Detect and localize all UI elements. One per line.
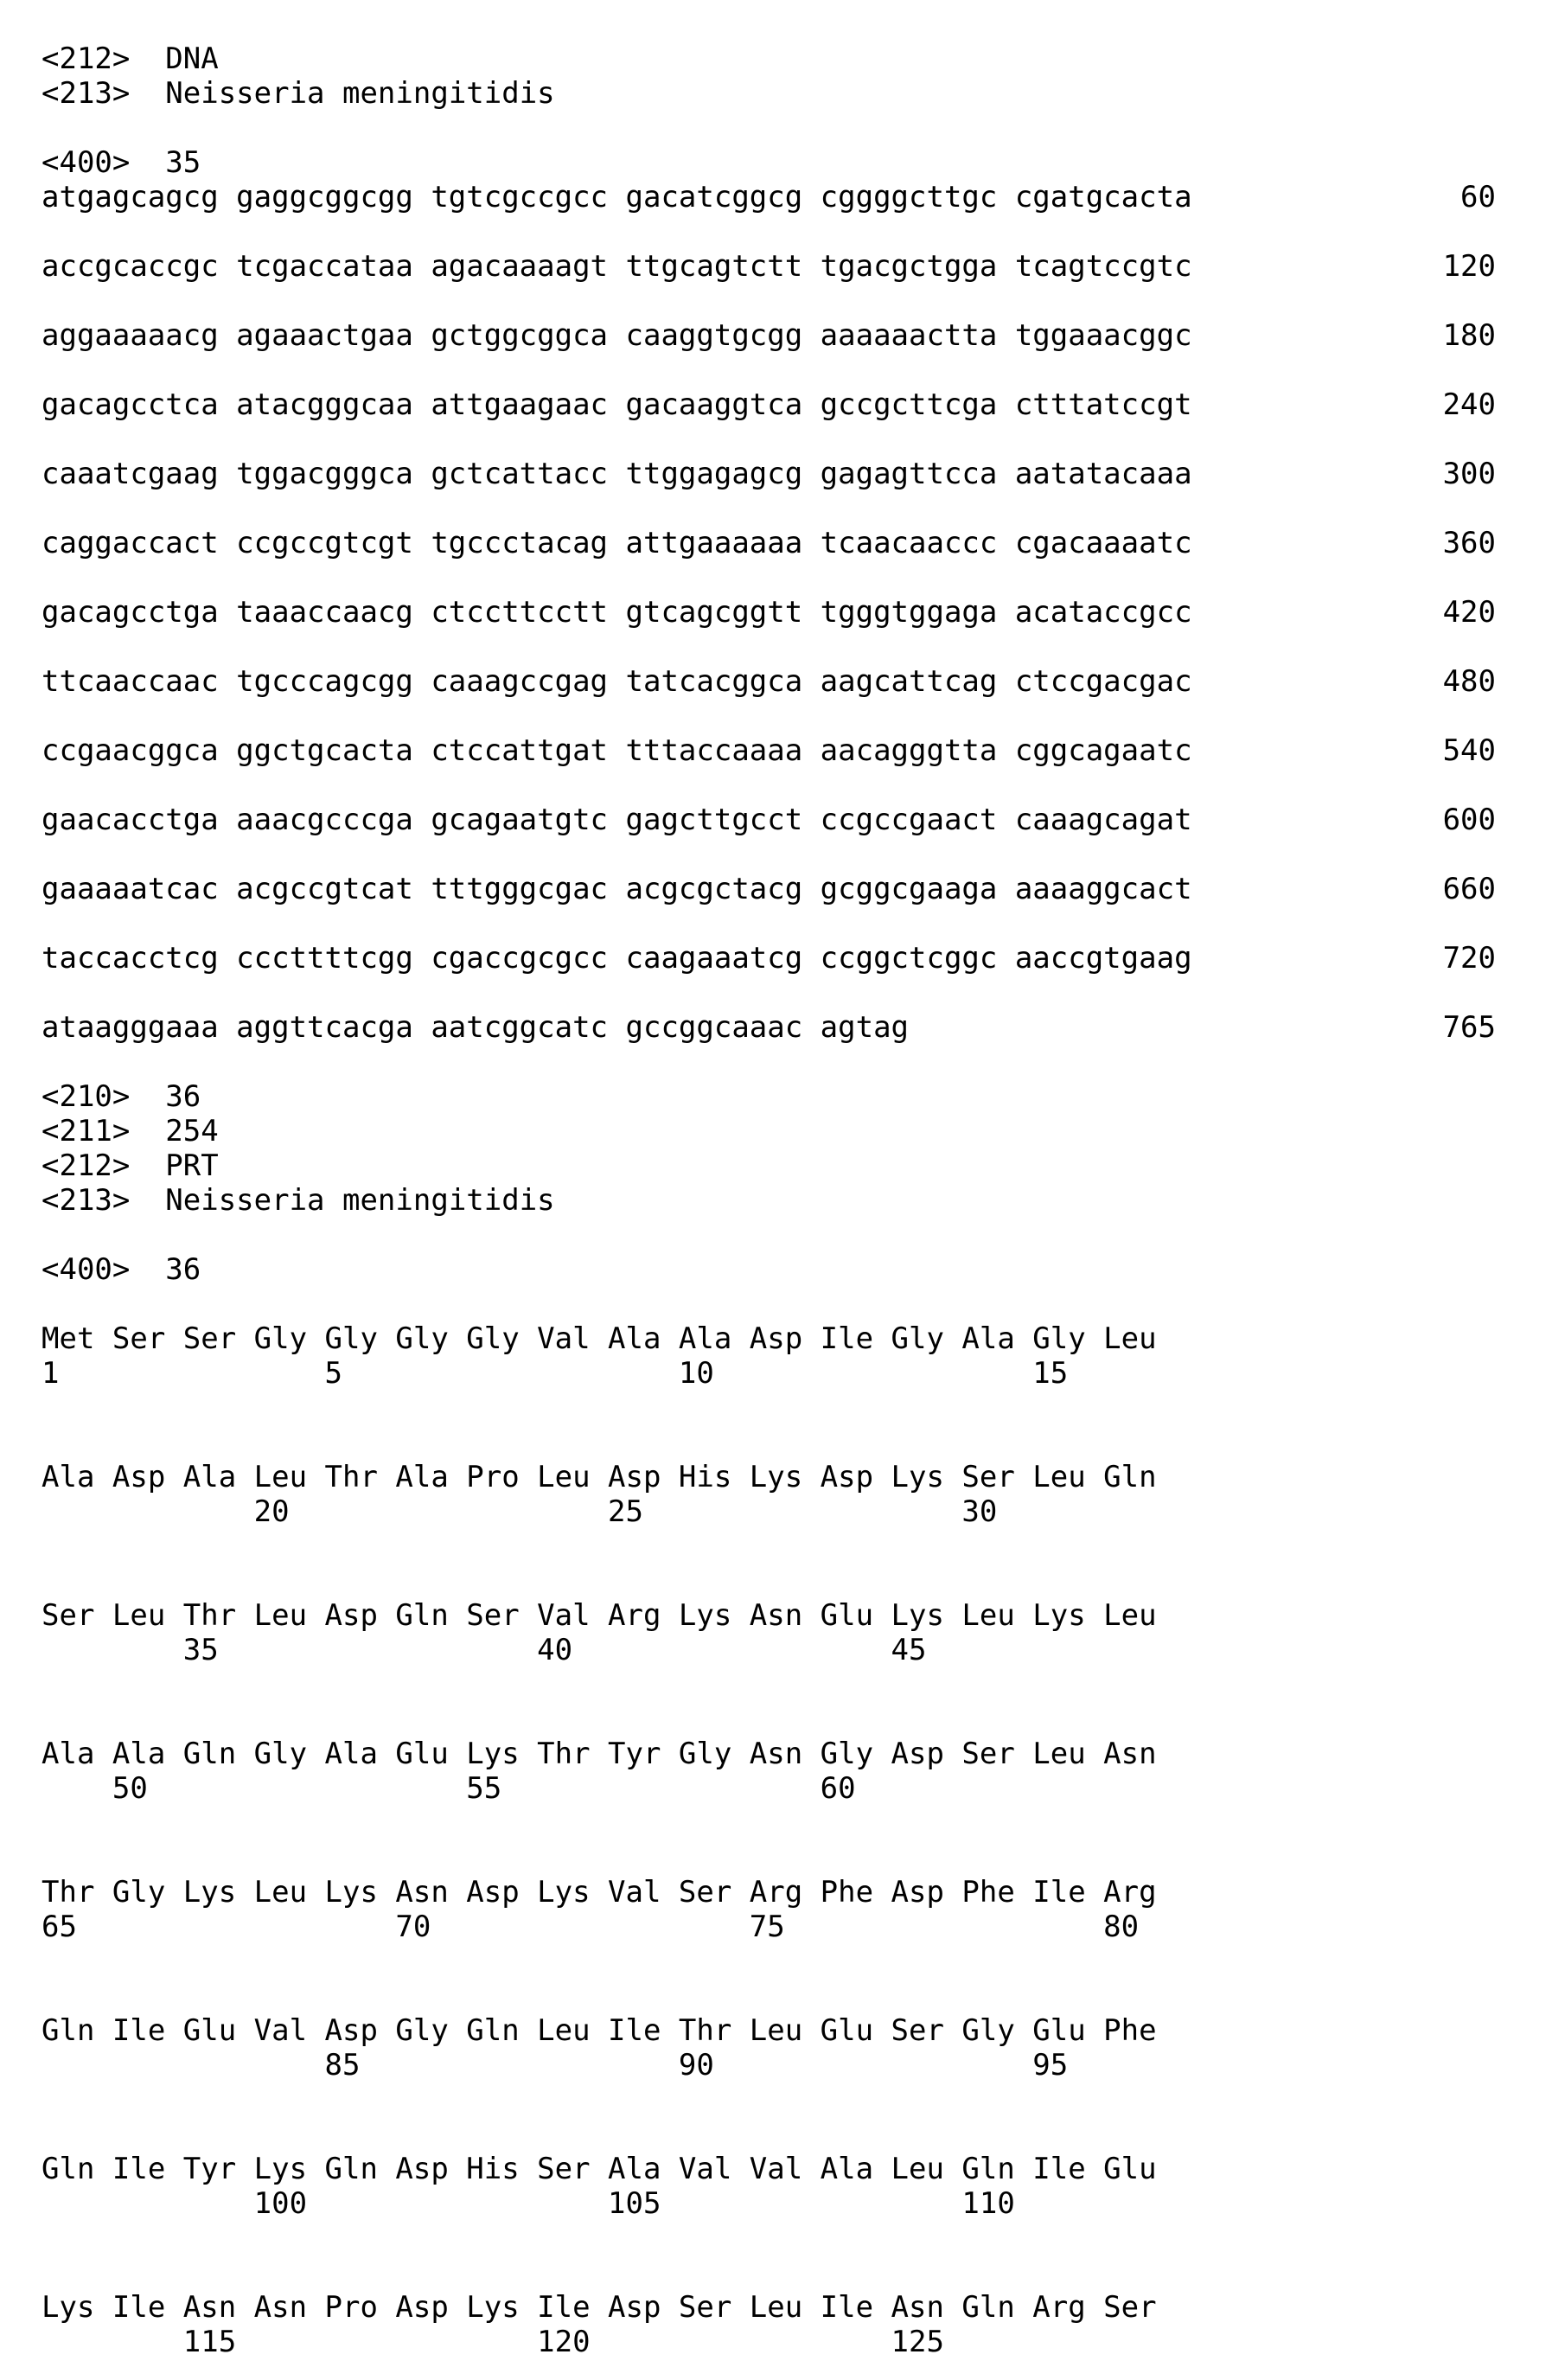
dna-sequence-text: accgcaccgc tcgaccataa agacaaaagt ttgcagtctt tgacgctgga tcagtccgtc: [42, 249, 1192, 284]
residue-position-numbers: 65 70 75 80: [42, 1910, 1140, 1944]
document-page: [42, 42, 1552, 2359]
dna-sequence-text: atgagcagcg gaggcggcgg tgtcgccgcc gacatcggcg cggggcttgc cgatgcacta: [42, 180, 1192, 214]
dna-sequence-line: [42, 941, 1552, 976]
residue-line: Met Ser Ser Gly Gly Gly Gly Val Ala Ala Asp Ile Gly Ala Gly Leu: [42, 1321, 1157, 1356]
base-count-label: 600: [1442, 803, 1496, 837]
base-count-label: 420: [1442, 595, 1496, 630]
dna-sequence-block: [42, 180, 1552, 1045]
dna-sequence-text: caaatcgaag tggacgggca gctcattacc ttggagagcg gagagttcca aatatacaaa: [42, 457, 1192, 491]
base-count-label: 120: [1442, 249, 1496, 284]
dna-sequence-text: gaaaaatcac acgccgtcat tttgggcgac acgcgctacg gcggcgaaga aaaaggcact: [42, 872, 1192, 906]
dna-sequence-text: ataagggaaa aggttcacga aatcggcatc gccggcaaac agtag: [42, 1010, 910, 1045]
tag-line-212: [42, 1148, 1552, 1183]
tag-line-210: [42, 1079, 1552, 1114]
dna-sequence-line: [42, 318, 1552, 353]
dna-sequence-text: ttcaaccaac tgcccagcgg caaagccgag tatcacggca aagcattcag ctccgacgac: [42, 664, 1192, 699]
dna-sequence-text: gacagcctca atacgggcaa attgaagaac gacaaggtca gccgcttcga ctttatccgt: [42, 387, 1192, 422]
dna-sequence-line: [42, 872, 1552, 906]
residue-position-numbers: 85 90 95: [42, 2048, 1069, 2082]
dna-sequence-line: [42, 180, 1552, 214]
tag-label: <212>: [42, 1148, 131, 1183]
protein-sequence-row: [42, 1737, 1552, 1806]
dna-sequence-text: ccgaacggca ggctgcacta ctccattgat tttaccaaaa aacagggtta cggcagaatc: [42, 733, 1192, 768]
base-count-label: 540: [1442, 733, 1496, 768]
residue-line: Ala Ala Gln Gly Ala Glu Lys Thr Tyr Gly Asn Gly Asp Ser Leu Asn: [42, 1737, 1157, 1771]
tag-label: <400>: [42, 145, 131, 180]
protein-sequence-row: [42, 1321, 1552, 1391]
tag-label: <213>: [42, 76, 131, 111]
base-count-label: 240: [1442, 387, 1496, 422]
tag-line-400: [42, 1252, 1552, 1287]
protein-sequence-row: [42, 1875, 1552, 1944]
residue-position-numbers: 100 105 110: [42, 2186, 1015, 2221]
tag-label: <211>: [42, 1114, 131, 1148]
residue-line: Lys Ile Asn Asn Pro Asp Lys Ile Asp Ser Leu Ile Asn Gln Arg Ser: [42, 2290, 1157, 2325]
protein-sequence-row: [42, 1598, 1552, 1667]
residue-line: Thr Gly Lys Leu Lys Asn Asp Lys Val Ser Arg Phe Asp Phe Ile Arg: [42, 1875, 1157, 1910]
tag-label: <213>: [42, 1183, 131, 1218]
seq-36-section: [42, 1079, 1552, 2359]
protein-sequence-block: [42, 1321, 1552, 2359]
seq-35-section: [42, 42, 1552, 1045]
tag-line-400: [42, 145, 1552, 180]
dna-sequence-line: [42, 1010, 1552, 1045]
tag-line-212: [42, 42, 1552, 76]
residue-position-numbers: 1 5 10 15: [42, 1356, 1069, 1391]
protein-sequence-row: [42, 2152, 1552, 2221]
sequence-id: 35: [165, 145, 201, 180]
tag-value: Neisseria meningitidis: [165, 1183, 555, 1218]
residue-position-numbers: 115 120 125: [42, 2325, 944, 2359]
base-count-label: 360: [1442, 526, 1496, 560]
dna-sequence-text: caggaccact ccgccgtcgt tgccctacag attgaaaaaa tcaacaaccc cgacaaaatc: [42, 526, 1192, 560]
protein-sequence-row: [42, 2290, 1552, 2359]
tag-line-213: [42, 1183, 1552, 1218]
dna-sequence-line: [42, 664, 1552, 699]
tag-value: PRT: [165, 1148, 219, 1183]
dna-sequence-line: [42, 249, 1552, 284]
base-count-label: 480: [1442, 664, 1496, 699]
tag-line-213: [42, 76, 1552, 111]
tag-label: <212>: [42, 42, 131, 76]
dna-sequence-line: [42, 803, 1552, 837]
sequence-id: 36: [165, 1252, 201, 1287]
dna-sequence-text: gaacacctga aaacgcccga gcagaatgtc gagcttgcct ccgccgaact caaagcagat: [42, 803, 1192, 837]
residue-line: Ala Asp Ala Leu Thr Ala Pro Leu Asp His Lys Asp Lys Ser Leu Gln: [42, 1460, 1157, 1494]
tag-label: <400>: [42, 1252, 131, 1287]
tag-label: <210>: [42, 1079, 131, 1114]
tag-value: Neisseria meningitidis: [165, 76, 555, 111]
dna-sequence-text: taccacctcg cccttttcgg cgaccgcgcc caagaaatcg ccggctcggc aaccgtgaag: [42, 941, 1192, 976]
dna-sequence-text: aggaaaaacg agaaactgaa gctggcggca caaggtgcgg aaaaaactta tggaaacggc: [42, 318, 1192, 353]
dna-sequence-line: [42, 595, 1552, 630]
base-count-label: 180: [1442, 318, 1496, 353]
base-count-label: 300: [1442, 457, 1496, 491]
tag-value: DNA: [165, 42, 219, 76]
base-count-label: 60: [1460, 180, 1496, 214]
dna-sequence-line: [42, 387, 1552, 422]
dna-sequence-text: gacagcctga taaaccaacg ctccttcctt gtcagcggtt tgggtggaga acataccgcc: [42, 595, 1192, 630]
tag-value: 36: [165, 1079, 201, 1114]
dna-sequence-line: [42, 457, 1552, 491]
dna-sequence-line: [42, 733, 1552, 768]
residue-line: Gln Ile Tyr Lys Gln Asp His Ser Ala Val Val Ala Leu Gln Ile Glu: [42, 2152, 1157, 2186]
tag-line-211: [42, 1114, 1552, 1148]
dna-sequence-line: [42, 526, 1552, 560]
base-count-label: 660: [1442, 872, 1496, 906]
protein-sequence-row: [42, 2013, 1552, 2082]
base-count-label: 765: [1442, 1010, 1496, 1045]
residue-line: Ser Leu Thr Leu Asp Gln Ser Val Arg Lys Asn Glu Lys Leu Lys Leu: [42, 1598, 1157, 1633]
tag-value: 254: [165, 1114, 219, 1148]
base-count-label: 720: [1442, 941, 1496, 976]
residue-line: Gln Ile Glu Val Asp Gly Gln Leu Ile Thr Leu Glu Ser Gly Glu Phe: [42, 2013, 1157, 2048]
residue-position-numbers: 50 55 60: [42, 1771, 856, 1806]
residue-position-numbers: 35 40 45: [42, 1633, 927, 1667]
residue-position-numbers: 20 25 30: [42, 1494, 998, 1529]
protein-sequence-row: [42, 1460, 1552, 1529]
